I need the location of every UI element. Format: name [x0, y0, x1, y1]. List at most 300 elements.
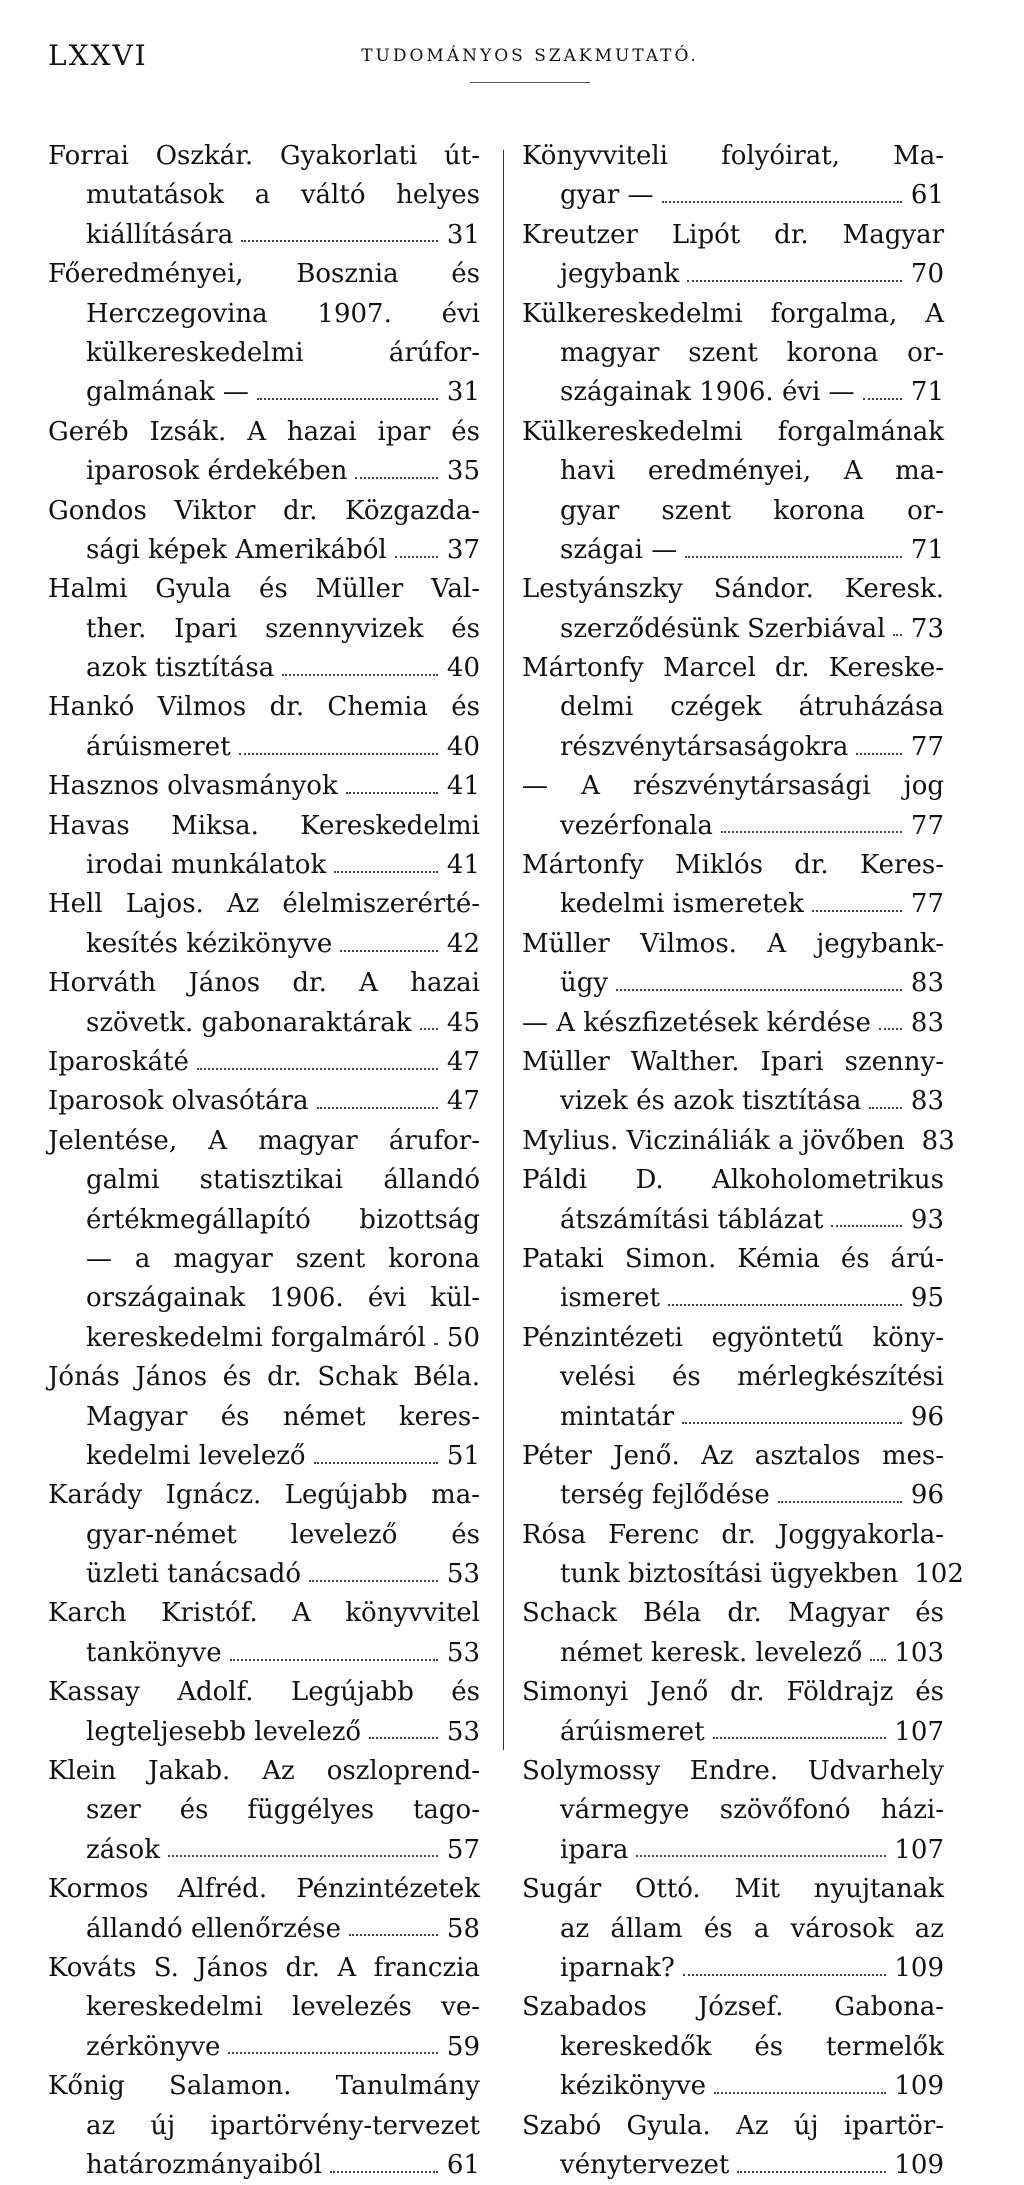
entry-page-number: 77 — [910, 731, 944, 762]
entry-page-number: 59 — [446, 2031, 480, 2062]
entry-text: vénytervezet — [560, 2149, 730, 2180]
entry-text: Főeredményei, Bosznia és — [48, 259, 480, 290]
index-entry-line — [48, 2028, 480, 2067]
index-entry-line — [48, 176, 480, 215]
index-entry-line — [522, 373, 944, 412]
entry-text: Sugár Ottó. Mit nyujtanak — [522, 1874, 944, 1905]
entry-page-number: 96 — [910, 1480, 944, 1511]
entry-text: kedelmi levelező — [86, 1440, 306, 1471]
index-entry-line — [48, 255, 480, 294]
entry-text: Havas Miksa. Kereskedelmi — [48, 810, 480, 841]
dot-leader — [662, 201, 902, 203]
index-entry-line — [48, 1043, 480, 1082]
dot-leader — [239, 753, 438, 755]
entry-text: sági képek Amerikából — [86, 534, 387, 565]
index-entry-line — [48, 1279, 480, 1318]
entry-text: kedelmi ismeretek — [560, 889, 804, 920]
dot-leader — [863, 398, 902, 400]
dot-leader — [870, 1659, 886, 1661]
entry-text: vizek és azok tisztítása — [560, 1086, 862, 1117]
index-entry-line — [48, 846, 480, 885]
index-entry-line — [522, 334, 944, 373]
index-entry-line — [48, 1910, 480, 1949]
entry-text: Müller Vilmos. A jegybank- — [522, 928, 944, 959]
dot-leader — [856, 753, 902, 755]
dot-leader — [309, 1580, 438, 1582]
index-entry-line — [48, 767, 480, 806]
entry-text: Pénzintézeti egyöntetű köny- — [522, 1322, 944, 1353]
entry-page-number: 83 — [921, 1125, 955, 1156]
entry-text: Lestyánszky Sándor. Keresk. — [522, 574, 944, 605]
index-entry-line — [522, 925, 944, 964]
entry-text: Horváth János dr. A hazai — [48, 968, 480, 999]
index-entry-line — [48, 1398, 480, 1437]
entry-text: vármegye szövőfonó házi- — [560, 1795, 944, 1826]
entry-text: Páldi D. Alkoholometrikus — [522, 1165, 944, 1196]
entry-text: tankönyve — [86, 1637, 222, 1668]
dot-leader — [168, 1855, 438, 1857]
entry-text: kiállítására — [86, 219, 234, 250]
index-entry-line — [48, 1161, 480, 1200]
index-entry-line — [48, 334, 480, 373]
entry-text: ügy — [560, 968, 609, 999]
entry-text: irodai munkálatok — [86, 850, 327, 881]
entry-text: Péter Jenő. Az asztalos mes- — [522, 1440, 944, 1471]
dot-leader — [349, 1934, 438, 1936]
dot-leader — [334, 871, 438, 873]
entry-text: Kőnig Salamon. Tanulmány — [48, 2071, 480, 2102]
dot-leader — [737, 2171, 886, 2173]
index-entry-line — [48, 1594, 480, 1633]
entry-text: az állam és a városok az — [560, 1913, 944, 1944]
index-entry-line — [522, 846, 944, 885]
entry-text: magyar szent korona or- — [560, 337, 944, 368]
entry-page-number: 83 — [910, 968, 944, 999]
index-entry-line — [522, 295, 944, 334]
index-entry-line — [522, 2146, 944, 2185]
entry-text: Könyvviteli folyóirat, Ma- — [522, 141, 944, 171]
entry-text: Pataki Simon. Kémia és árú- — [522, 1243, 944, 1274]
entry-text: — A részvénytársasági jog — [522, 771, 944, 802]
entry-page-number: 102 — [914, 1559, 964, 1590]
index-entry-line — [522, 413, 944, 452]
header-rule — [470, 82, 590, 83]
entry-page-number: 71 — [910, 534, 944, 565]
entry-text: Rósa Ferenc dr. Joggyakorla- — [522, 1519, 944, 1550]
dot-leader — [869, 1107, 902, 1109]
entry-text: Kassay Adolf. Legújabb és — [48, 1677, 480, 1708]
dot-leader — [616, 989, 902, 991]
index-entry-line — [48, 964, 480, 1003]
entry-page-number: 57 — [446, 1834, 480, 1865]
entry-text: kereskedelmi forgalmáról — [86, 1322, 426, 1353]
index-entry-line — [48, 807, 480, 846]
entry-text: Jónás János és dr. Schak Béla. — [48, 1362, 480, 1393]
entry-page-number: 77 — [910, 810, 944, 841]
entry-text: szágai — — [560, 534, 678, 565]
entry-page-number: 61 — [446, 2149, 480, 2180]
entry-text: Klein Jakab. Az oszloprend- — [48, 1756, 480, 1787]
entry-text: Mártonfy Marcel dr. Kereske- — [522, 653, 944, 684]
entry-text: Müller Walther. Ipari szenny- — [522, 1046, 944, 1077]
entry-text: kesítés kézikönyve — [86, 928, 333, 959]
index-entry-line — [522, 1634, 944, 1673]
entry-text: átszámítási táblázat — [560, 1204, 824, 1235]
dot-leader — [317, 1107, 438, 1109]
dot-leader — [330, 2171, 438, 2173]
index-entry-line — [522, 1279, 944, 1318]
index-entry-line — [48, 1476, 480, 1515]
page-number: LXXVI — [48, 39, 148, 72]
entry-text: ipara — [560, 1834, 629, 1865]
index-entry-line — [522, 1201, 944, 1240]
index-entry-line — [522, 1752, 944, 1791]
index-entry-line — [522, 610, 944, 649]
entry-text: Kormos Alfréd. Pénzintézetek — [48, 1874, 480, 1905]
entry-text: zérkönyve — [86, 2031, 221, 2062]
index-entry-line — [48, 610, 480, 649]
index-entry-line — [522, 885, 944, 924]
index-entry-line — [522, 688, 944, 727]
index-entry-line — [48, 1870, 480, 1909]
index-entry-line — [522, 2067, 944, 2106]
dot-leader — [682, 1422, 902, 1424]
dot-leader — [812, 910, 902, 912]
entry-page-number: 93 — [910, 1204, 944, 1235]
index-entry-line — [522, 1594, 944, 1633]
dot-leader — [230, 1659, 438, 1661]
index-entry-line — [48, 1201, 480, 1240]
index-entry-line — [48, 373, 480, 412]
entry-page-number: 40 — [446, 653, 480, 684]
entry-text: Magyar és német keres- — [86, 1401, 480, 1432]
entry-text: Mylius. Viczináliák a jövőben — [522, 1125, 905, 1156]
entry-text: árúismeret — [560, 1716, 705, 1747]
entry-page-number: 83 — [910, 1007, 944, 1038]
index-entry-line — [522, 1870, 944, 1909]
entry-text: velési és mérlegkészítési — [560, 1362, 944, 1393]
entry-page-number: 47 — [446, 1046, 480, 1077]
index-entry-line — [48, 570, 480, 609]
entry-text: Szabó Gyula. Az új ipartör- — [522, 2110, 944, 2141]
entry-text: Jelentése, A magyar árufor- — [48, 1125, 480, 1156]
index-entry-line — [522, 137, 944, 176]
index-entry-line — [522, 964, 944, 1003]
entry-text: Halmi Gyula és Müller Val- — [48, 574, 480, 605]
entry-text: legteljesebb levelező — [86, 1716, 362, 1747]
entry-page-number: 37 — [446, 534, 480, 565]
entry-text: tunk biztosítási ügyekben — [560, 1559, 899, 1590]
index-entry-line — [522, 1398, 944, 1437]
entry-page-number: 31 — [446, 377, 480, 408]
index-entry-line — [522, 767, 944, 806]
index-entry-line — [48, 1122, 480, 1161]
index-entry-line — [522, 1831, 944, 1870]
entry-page-number: 58 — [446, 1913, 480, 1944]
entry-text: határozmányaiból — [86, 2149, 322, 2180]
entry-page-number: 109 — [894, 2071, 944, 2102]
entry-text: mutatások a váltó helyes — [86, 180, 480, 211]
index-entry-line — [48, 1831, 480, 1870]
index-entry-line — [522, 1713, 944, 1752]
entry-text: szer és függélyes tago- — [86, 1795, 480, 1826]
entry-page-number: 77 — [910, 889, 944, 920]
entry-text: terség fejlődése — [560, 1480, 770, 1511]
dot-leader — [257, 398, 438, 400]
index-entry-line — [522, 1791, 944, 1830]
index-entry-line — [522, 807, 944, 846]
entry-text: Solymossy Endre. Udvarhely — [522, 1756, 944, 1787]
entry-text: Kováts S. János dr. A franczia — [48, 1952, 480, 1983]
dot-leader — [282, 674, 438, 676]
entry-text: Simonyi Jenő dr. Földrajz és — [522, 1677, 944, 1708]
entry-text: mintatár — [560, 1401, 675, 1432]
dot-leader — [831, 1225, 902, 1227]
entry-page-number: 83 — [910, 1086, 944, 1117]
entry-page-number: 109 — [894, 2149, 944, 2180]
index-entry-line — [48, 452, 480, 491]
entry-page-number: 47 — [446, 1086, 480, 1117]
dot-leader — [778, 1501, 902, 1503]
index-entry-line — [522, 1319, 944, 1358]
entry-page-number: 42 — [446, 928, 480, 959]
entry-text: Iparoskáté — [48, 1046, 189, 1077]
entry-text: országainak 1906. évi kül- — [86, 1283, 480, 1314]
entry-text: kereskedők és termelők — [560, 2031, 944, 2062]
entry-text: Mártonfy Miklós dr. Keres- — [522, 850, 944, 881]
dot-leader — [685, 556, 902, 558]
entry-text: üzleti tanácsadó — [86, 1559, 302, 1590]
entry-text: gyar — — [560, 180, 654, 211]
index-column-right — [522, 137, 964, 2185]
entry-text: Külkereskedelmi forgalma, A — [522, 298, 944, 329]
entry-text: Iparosok olvasótára — [48, 1086, 309, 1117]
entry-text: értékmegállapító bizottság — [86, 1204, 480, 1235]
index-entry-line — [48, 688, 480, 727]
entry-text: Geréb Izsák. A hazai ipar és — [48, 416, 480, 447]
entry-text: Herczegovina 1907. évi — [86, 298, 480, 329]
entry-text: zások — [86, 1834, 160, 1865]
entry-page-number: 71 — [910, 377, 944, 408]
entry-text: szerződésünk Szerbiával — [560, 613, 886, 644]
entry-text: azok tisztítása — [86, 653, 275, 684]
index-entry-line — [48, 925, 480, 964]
dot-leader — [713, 1737, 887, 1739]
index-entry-line — [522, 2107, 944, 2146]
entry-text: az új ipartörvény-tervezet — [86, 2110, 480, 2141]
entry-page-number: 103 — [894, 1637, 944, 1668]
index-entry-line — [522, 1673, 944, 1712]
index-entry-line — [522, 452, 944, 491]
entry-page-number: 109 — [894, 1952, 944, 1983]
column-divider — [503, 150, 504, 1750]
index-entry-line — [522, 1358, 944, 1397]
entry-text: Gondos Viktor dr. Közgazda- — [48, 495, 480, 526]
index-entry-line — [48, 1004, 480, 1043]
entry-text: szövetk. gabonaraktárak — [86, 1007, 412, 1038]
index-entry-line — [522, 1476, 944, 1515]
dot-leader — [714, 2092, 886, 2094]
index-entry-line — [522, 531, 944, 570]
entry-text: galmi statisztikai állandó — [86, 1165, 480, 1196]
entry-text: részvénytársaságokra — [560, 731, 849, 762]
index-entry-line — [522, 1988, 944, 2027]
entry-page-number: 95 — [910, 1283, 944, 1314]
index-entry-line — [522, 176, 944, 215]
index-entry-line — [522, 1516, 944, 1555]
index-entry-line — [48, 1634, 480, 1673]
entry-text: Szabados József. Gabona- — [522, 1992, 944, 2023]
entry-text: Külkereskedelmi forgalmának — [522, 416, 944, 447]
entry-page-number: 41 — [446, 771, 480, 802]
dot-leader — [369, 1737, 438, 1739]
entry-text: iparnak? — [560, 1952, 675, 1983]
dot-leader — [434, 1343, 438, 1345]
dot-leader — [241, 240, 438, 242]
index-entry-line — [522, 1043, 944, 1082]
index-entry-line — [522, 2028, 944, 2067]
entry-page-number: 31 — [446, 219, 480, 250]
entry-text: német keresk. levelező — [560, 1637, 863, 1668]
entry-text: szágainak 1906. évi — — [560, 377, 855, 408]
index-entry-line — [522, 255, 944, 294]
index-entry-line — [522, 492, 944, 531]
entry-page-number: 70 — [910, 259, 944, 290]
index-entry-line — [48, 2067, 480, 2106]
entry-page-number: 53 — [446, 1559, 480, 1590]
index-entry-line — [522, 1122, 955, 1161]
index-entry-line — [48, 1988, 480, 2027]
entry-text: — a magyar szent korona — [86, 1243, 480, 1274]
entry-text: galmának — — [86, 377, 249, 408]
dot-leader — [893, 634, 902, 636]
entry-page-number: 45 — [446, 1007, 480, 1038]
entry-text: vezérfonala — [560, 810, 713, 841]
entry-text: iparosok érdekében — [86, 456, 348, 487]
entry-page-number: 53 — [446, 1716, 480, 1747]
entry-page-number: 40 — [446, 731, 480, 762]
entry-text: árúismeret — [86, 731, 231, 762]
index-entry-line — [48, 137, 480, 176]
dot-leader — [228, 2052, 438, 2054]
index-entry-line — [48, 649, 480, 688]
entry-text: Forrai Oszkár. Gyakorlati út- — [48, 141, 480, 171]
dot-leader — [683, 1974, 887, 1976]
entry-text: Schack Béla dr. Magyar és — [522, 1598, 944, 1629]
index-entry-line — [522, 1240, 944, 1279]
index-entry-line — [48, 1437, 480, 1476]
entry-page-number: 35 — [446, 456, 480, 487]
index-entry-line — [522, 1910, 944, 1949]
dot-leader — [346, 792, 438, 794]
entry-text: — A készfizetések kérdése — [522, 1007, 871, 1038]
index-entry-line — [522, 1161, 944, 1200]
entry-page-number: 41 — [446, 850, 480, 881]
index-entry-line — [48, 295, 480, 334]
dot-leader — [355, 477, 438, 479]
dot-leader — [636, 1855, 886, 1857]
index-entry-line — [522, 728, 944, 767]
entry-page-number: 96 — [910, 1401, 944, 1432]
entry-text: kézikönyve — [560, 2071, 707, 2102]
index-entry-line — [522, 1555, 964, 1594]
index-entry-line — [48, 216, 480, 255]
entry-page-number: 61 — [910, 180, 944, 211]
dot-leader — [197, 1068, 438, 1070]
index-entry-line — [522, 1949, 944, 1988]
entry-text: delmi czégek átruházása — [560, 692, 944, 723]
entry-text: ther. Ipari szennyvizek és — [86, 613, 480, 644]
dot-leader — [420, 1028, 438, 1030]
index-entry-line — [522, 216, 944, 255]
dot-leader — [687, 280, 902, 282]
index-entry-line — [522, 570, 944, 609]
index-entry-line — [48, 413, 480, 452]
index-entry-line — [48, 492, 480, 531]
index-entry-line — [48, 531, 480, 570]
dot-leader — [721, 831, 902, 833]
entry-text: Karch Kristóf. A könyvvitel — [48, 1598, 480, 1629]
entry-page-number: 51 — [446, 1440, 480, 1471]
index-entry-line — [48, 1791, 480, 1830]
entry-page-number: 50 — [446, 1322, 480, 1353]
index-column-left — [48, 137, 480, 2185]
entry-text: Hankó Vilmos dr. Chemia és — [48, 692, 480, 723]
index-entry-line — [522, 649, 944, 688]
dot-leader — [314, 1462, 438, 1464]
entry-page-number: 53 — [446, 1637, 480, 1668]
index-entry-line — [48, 1752, 480, 1791]
dot-leader — [668, 1304, 902, 1306]
index-entry-line — [48, 1082, 480, 1121]
running-title: TUDOMÁNYOS SZAKMUTATÓ. — [361, 46, 699, 66]
entry-text: Karády Ignácz. Legújabb ma- — [48, 1480, 480, 1511]
index-entry-line — [48, 2107, 480, 2146]
entry-page-number: 107 — [894, 1716, 944, 1747]
index-entry-line — [522, 1437, 944, 1476]
index-entry-line — [48, 885, 480, 924]
entry-text: állandó ellenőrzése — [86, 1913, 341, 1944]
entry-text: Kreutzer Lipót dr. Magyar — [522, 219, 944, 250]
entry-text: gyar-német levelező és — [86, 1519, 480, 1550]
index-entry-line — [48, 2146, 480, 2185]
index-entry-line — [48, 1319, 480, 1358]
dot-leader — [879, 1028, 902, 1030]
index-entry-line — [522, 1082, 944, 1121]
entry-page-number: 73 — [910, 613, 944, 644]
index-entry-line — [48, 1713, 480, 1752]
index-entry-line — [48, 1673, 480, 1712]
entry-text: kereskedelmi levelezés ve- — [86, 1992, 480, 2023]
entry-text: Hell Lajos. Az élelmiszerérté- — [48, 889, 480, 920]
index-entry-line — [48, 1555, 480, 1594]
index-entry-line — [522, 1004, 944, 1043]
entry-text: jegybank — [560, 259, 680, 290]
index-entry-line — [48, 728, 480, 767]
entry-text: gyar szent korona or- — [560, 495, 944, 526]
entry-text: Hasznos olvasmányok — [48, 771, 338, 802]
index-entry-line — [48, 1949, 480, 1988]
entry-text: ismeret — [560, 1283, 660, 1314]
index-entry-line — [48, 1358, 480, 1397]
page-header — [0, 36, 1024, 76]
index-entry-line — [48, 1240, 480, 1279]
dot-leader — [340, 950, 438, 952]
dot-leader — [395, 556, 438, 558]
entry-page-number: 107 — [894, 1834, 944, 1865]
entry-text: külkereskedelmi árúfor- — [86, 337, 480, 368]
index-entry-line — [48, 1516, 480, 1555]
